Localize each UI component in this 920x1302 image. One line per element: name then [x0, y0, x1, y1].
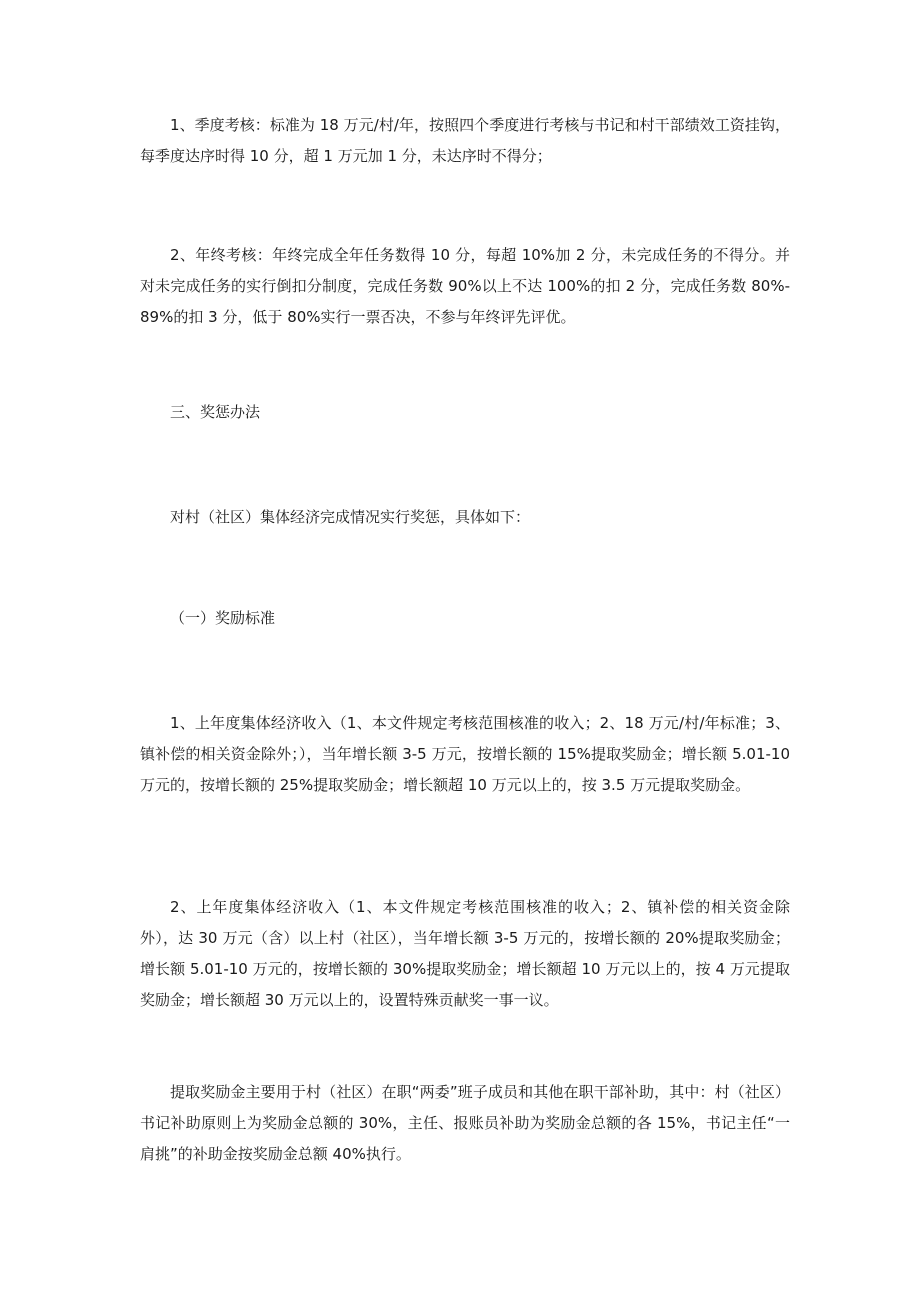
paragraph-reward-allocation: 提取奖励金主要用于村（社区）在职“两委”班子成员和其他在职干部补助，其中：村（社区）书记补助原则上为奖励金总额的 30%，主任、报账员补助为奖励金总额的各 15%，书记主任“一肩挑”的补助金按奖励金总额 40%执行。 — [140, 1083, 790, 1163]
paragraph-reward-standard-2: 2、上年度集体经济收入（1、本文件规定考核范围核准的收入；2、镇补偿的相关资金除外），达 30 万元（含）以上村（社区），当年增长额 3-5 万元的，按增长额的 20%提取奖励金；增长额 5.01-10 万元的，按增长额的 30%提取奖励金；增长额超 10 万元以上的，按 4 万元提取奖励金；增长额超 30 万元以上的，设置特殊贡献奖一事一议。 — [140, 898, 790, 1009]
subheading-reward-standards: （一）奖励标准 — [170, 609, 276, 627]
paragraph-reward-standard-1: 1、上年度集体经济收入（1、本文件规定考核范围核准的收入；2、18 万元/村/年标准；3、镇补偿的相关资金除外；），当年增长额 3-5 万元，按增长额的 15%提取奖励金；增长额 5.01-10 万元的，按增长额的 25%提取奖励金；增长额超 10 万元以上的，按 3.5 万元提取奖励金。 — [140, 714, 790, 794]
paragraph-intro-rewards: 对村（社区）集体经济完成情况实行奖惩，具体如下： — [170, 508, 531, 526]
paragraph-annual-assessment: 2、年终考核：年终完成全年任务数得 10 分，每超 10%加 2 分，未完成任务的不得分。并对未完成任务的实行倒扣分制度，完成任务数 90%以上不达 100%的扣 2 分，完成任务数 80%-89%的扣 3 分，低于 80%实行一票否决，不参与年终评先评优。 — [140, 246, 790, 326]
section-heading-rewards-penalties: 三、奖惩办法 — [170, 403, 261, 421]
paragraph-quarterly-assessment: 1、季度考核：标准为 18 万元/村/年，按照四个季度进行考核与书记和村干部绩效工资挂钩，每季度达序时得 10 分，超 1 万元加 1 分，未达序时不得分； — [140, 116, 790, 165]
